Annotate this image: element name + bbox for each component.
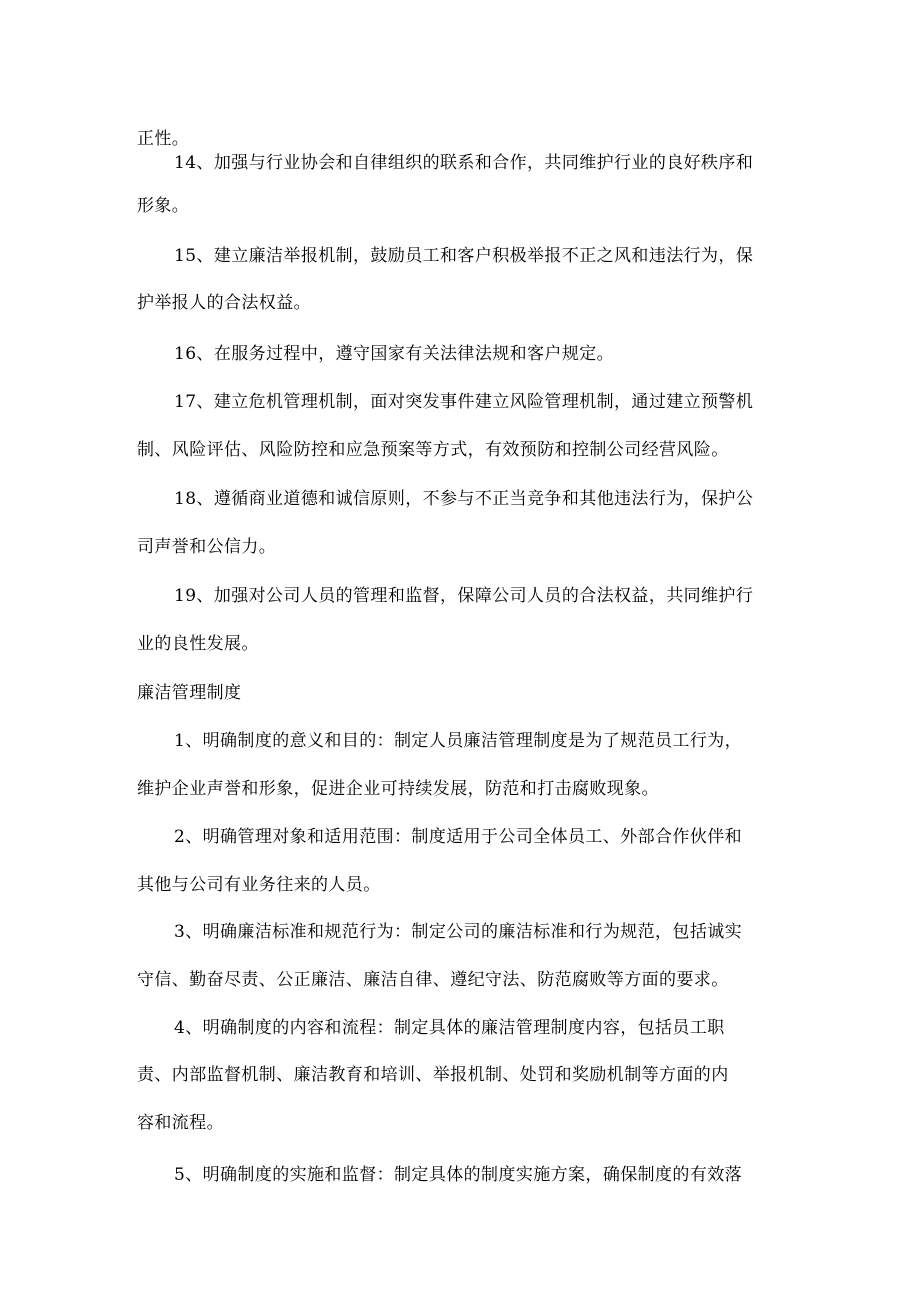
- text-line-12: 业的良性发展。: [137, 634, 259, 654]
- text-line-22: 容和流程。: [137, 1113, 224, 1133]
- text-line-3: 形象。: [137, 196, 190, 216]
- text-line-14: 1、明确制度的意义和目的：制定人员廉洁管理制度是为了规范员工行为，: [174, 731, 743, 751]
- text-line-23: 5、明确制度的实施和监督：制定具体的制度实施方案，确保制度的有效落: [174, 1165, 743, 1185]
- text-line-18: 3、明确廉洁标准和规范行为：制定公司的廉洁标准和行为规范，包括诚实: [174, 922, 743, 942]
- text-line-7: 17、建立危机管理机制，面对突发事件建立风险管理机制，通过建立预警机: [174, 392, 754, 412]
- text-line-1: 正性。: [137, 129, 190, 149]
- text-line-9: 18、遵循商业道德和诚信原则，不参与不正当竞争和其他违法行为，保护公: [174, 489, 754, 509]
- text-line-2: 14、加强与行业协会和自律组织的联系和合作，共同维护行业的良好秩序和: [174, 153, 754, 173]
- text-line-17: 其他与公司有业务往来的人员。: [137, 875, 381, 895]
- text-line-15: 维护企业声誉和形象，促进企业可持续发展，防范和打击腐败现象。: [137, 779, 659, 799]
- text-line-20: 4、明确制度的内容和流程：制定具体的廉洁管理制度内容，包括员工职: [174, 1018, 725, 1038]
- text-line-11: 19、加强对公司人员的管理和监督，保障公司人员的合法权益，共同维护行: [174, 586, 754, 606]
- text-line-21: 责、内部监督机制、廉洁教育和培训、举报机制、处罚和奖励机制等方面的内: [137, 1065, 729, 1085]
- text-line-4: 15、建立廉洁举报机制，鼓励员工和客户积极举报不正之风和违法行为，保: [174, 246, 754, 266]
- text-line-6: 16、在服务过程中，遵守国家有关法律法规和客户规定。: [174, 344, 615, 364]
- text-line-10: 司声誉和公信力。: [137, 537, 277, 557]
- text-line-19: 守信、勤奋尽责、公正廉洁、廉洁自律、遵纪守法、防范腐败等方面的要求。: [137, 970, 729, 990]
- text-line-5: 护举报人的合法权益。: [137, 293, 311, 313]
- text-line-8: 制、风险评估、风险防控和应急预案等方式，有效预防和控制公司经营风险。: [137, 440, 729, 460]
- section-heading: 廉洁管理制度: [137, 683, 242, 703]
- text-line-16: 2、明确管理对象和适用范围：制度适用于公司全体员工、外部合作伙伴和: [174, 827, 743, 847]
